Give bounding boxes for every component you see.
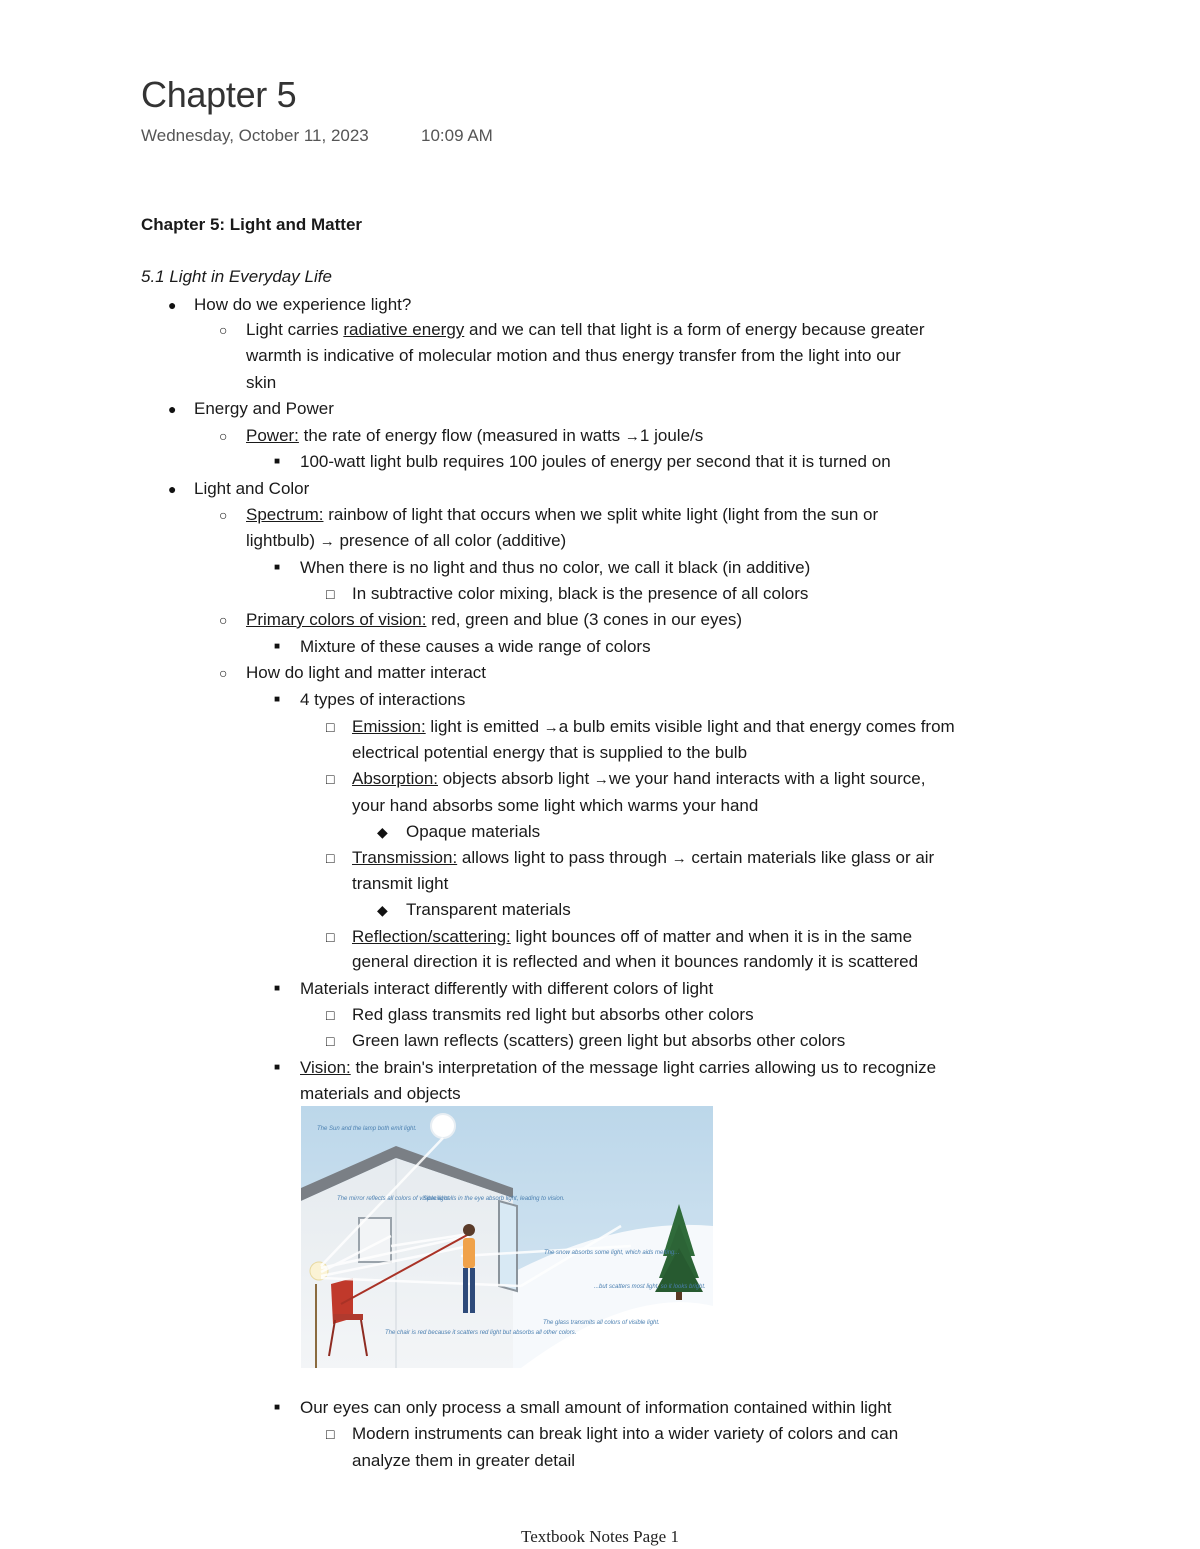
- filled-circle-bullet: ●: [168, 481, 177, 497]
- text: certain materials like glass or air: [686, 848, 935, 867]
- hollow-square-bullet: □: [326, 719, 335, 735]
- list-item: 4 types of interactions: [300, 690, 466, 709]
- section-heading: 5.1 Light in Everyday Life: [141, 267, 332, 286]
- list-item-continued: your hand absorbs some light which warms your hand: [352, 796, 759, 815]
- right-arrow-icon: →: [671, 850, 687, 867]
- list-item: Green lawn reflects (scatters) green light but absorbs other colors: [352, 1031, 846, 1050]
- text: light is emitted: [425, 717, 544, 736]
- caption-sun: The Sun and the lamp both emit light.: [317, 1126, 417, 1132]
- caption-eye: Special cells in the eye absorb light, leading to vision.: [423, 1196, 565, 1202]
- text: we your hand interacts with a light source,: [608, 769, 926, 788]
- list-item: [246, 609, 742, 631]
- list-item: Transparent materials: [406, 900, 571, 919]
- list-item: In subtractive color mixing, black is the presence of all colors: [352, 584, 809, 603]
- hollow-square-bullet: □: [326, 771, 335, 787]
- hollow-square-bullet: □: [326, 850, 335, 866]
- term-reflection-scattering: Reflection/scattering:: [352, 927, 511, 946]
- list-item: [246, 319, 925, 341]
- term-transmission: Transmission:: [352, 848, 458, 867]
- text: allows light to pass through: [457, 848, 672, 867]
- list-item: Energy and Power: [194, 399, 334, 418]
- page-footer: Textbook Notes Page 1: [521, 1527, 679, 1546]
- term-absorption: Absorption:: [352, 769, 438, 788]
- page-title: Chapter 5: [141, 74, 297, 115]
- list-item-continued: analyze them in greater detail: [352, 1451, 576, 1470]
- right-arrow-icon: →: [543, 719, 559, 736]
- caption-chair: The chair is red because it scatters red light but absorbs all other colors.: [385, 1330, 577, 1336]
- list-item: Our eyes can only process a small amount of information contained within light: [300, 1398, 892, 1417]
- hollow-square-bullet: □: [326, 1007, 335, 1023]
- text: the rate of energy flow (measured in watts: [298, 426, 625, 445]
- hollow-circle-bullet: ○: [219, 665, 228, 681]
- list-item: Modern instruments can break light into a wider variety of colors and can: [352, 1424, 899, 1443]
- filled-square-bullet: ■: [274, 983, 281, 994]
- diamond-bullet: ◆: [377, 824, 388, 840]
- text: Light carries: [246, 320, 344, 339]
- list-item: Opaque materials: [406, 822, 541, 841]
- list-item-continued: electrical potential energy that is supplied to the bulb: [352, 743, 748, 762]
- caption-mirror: The mirror reflects all colors of visible light.: [337, 1196, 451, 1202]
- text: lightbulb): [246, 531, 320, 550]
- list-item-continued: skin: [246, 373, 277, 392]
- term-power: Power:: [246, 426, 299, 445]
- text: and we can tell that light is a form of energy because greater: [464, 320, 925, 339]
- text: red, green and blue (3 cones in our eyes): [426, 610, 743, 629]
- text: objects absorb light: [438, 769, 594, 788]
- list-item: [352, 847, 934, 870]
- chapter-heading: Chapter 5: Light and Matter: [141, 215, 363, 234]
- list-item: When there is no light and thus no color, we call it black (in additive): [300, 558, 811, 577]
- hollow-circle-bullet: ○: [219, 507, 228, 523]
- filled-square-bullet: ■: [274, 694, 281, 705]
- list-item: 100-watt light bulb requires 100 joules of energy per second that it is turned on: [300, 452, 891, 471]
- filled-square-bullet: ■: [274, 641, 281, 652]
- list-item: Light and Color: [194, 479, 310, 498]
- filled-circle-bullet: ●: [168, 401, 177, 417]
- filled-square-bullet: ■: [274, 562, 281, 573]
- right-arrow-icon: →: [593, 771, 609, 788]
- filled-circle-bullet: ●: [168, 297, 177, 313]
- hollow-circle-bullet: ○: [219, 322, 228, 338]
- term-emission: Emission:: [352, 717, 426, 736]
- list-item: [352, 716, 955, 739]
- list-item-continued: [246, 530, 566, 553]
- hollow-square-bullet: □: [326, 1033, 335, 1049]
- term-primary-colors: Primary colors of vision:: [246, 610, 427, 629]
- hollow-square-bullet: □: [326, 929, 335, 945]
- caption-snow: The snow absorbs some light, which aids melting...: [544, 1250, 680, 1256]
- list-item: [246, 425, 703, 448]
- right-arrow-icon: →: [319, 533, 335, 550]
- list-item-continued: general direction it is reflected and when it bounces randomly it is scattered: [352, 952, 919, 971]
- filled-square-bullet: ■: [274, 1402, 281, 1413]
- list-item: How do light and matter interact: [246, 663, 487, 682]
- diamond-bullet: ◆: [377, 902, 388, 918]
- text: the brain's interpretation of the message light carries allowing us to recognize: [350, 1058, 937, 1077]
- caption-glass: The glass transmits all colors of visible light.: [543, 1320, 660, 1326]
- text: presence of all color (additive): [334, 531, 567, 550]
- list-item: How do we experience light?: [194, 295, 412, 314]
- hollow-circle-bullet: ○: [219, 612, 228, 628]
- term-radiative-energy: radiative energy: [343, 320, 465, 339]
- list-item: Mixture of these causes a wide range of colors: [300, 637, 651, 656]
- text: light bounces off of matter and when it is in the same: [510, 927, 913, 946]
- list-item-continued: warmth is indicative of molecular motion and thus energy transfer from the light into our: [246, 346, 901, 365]
- list-item: [352, 926, 912, 948]
- list-item-continued: materials and objects: [300, 1084, 461, 1103]
- list-item: Red glass transmits red light but absorbs other colors: [352, 1005, 754, 1024]
- filled-square-bullet: ■: [274, 456, 281, 467]
- list-item: Materials interact differently with different colors of light: [300, 979, 714, 998]
- filled-square-bullet: ■: [274, 1062, 281, 1073]
- note-date: Wednesday, October 11, 2023: [141, 126, 369, 145]
- hollow-square-bullet: □: [326, 586, 335, 602]
- list-item-continued: transmit light: [352, 874, 449, 893]
- list-item: [300, 1057, 936, 1079]
- caption-snow-scatter: ...but scatters most light, so it looks bright.: [594, 1284, 706, 1290]
- hollow-circle-bullet: ○: [219, 428, 228, 444]
- term-vision: Vision:: [300, 1058, 351, 1077]
- note-time: 10:09 AM: [421, 126, 493, 145]
- right-arrow-icon: →: [624, 428, 640, 445]
- light-interaction-illustration: [301, 1106, 713, 1368]
- list-item: [352, 768, 925, 791]
- text: 1 joule/s: [639, 426, 704, 445]
- list-item: [246, 504, 878, 526]
- term-spectrum: Spectrum:: [246, 505, 324, 524]
- text: rainbow of light that occurs when we split white light (light from the sun or: [323, 505, 879, 524]
- text: a bulb emits visible light and that energy comes from: [558, 717, 955, 736]
- hollow-square-bullet: □: [326, 1426, 335, 1442]
